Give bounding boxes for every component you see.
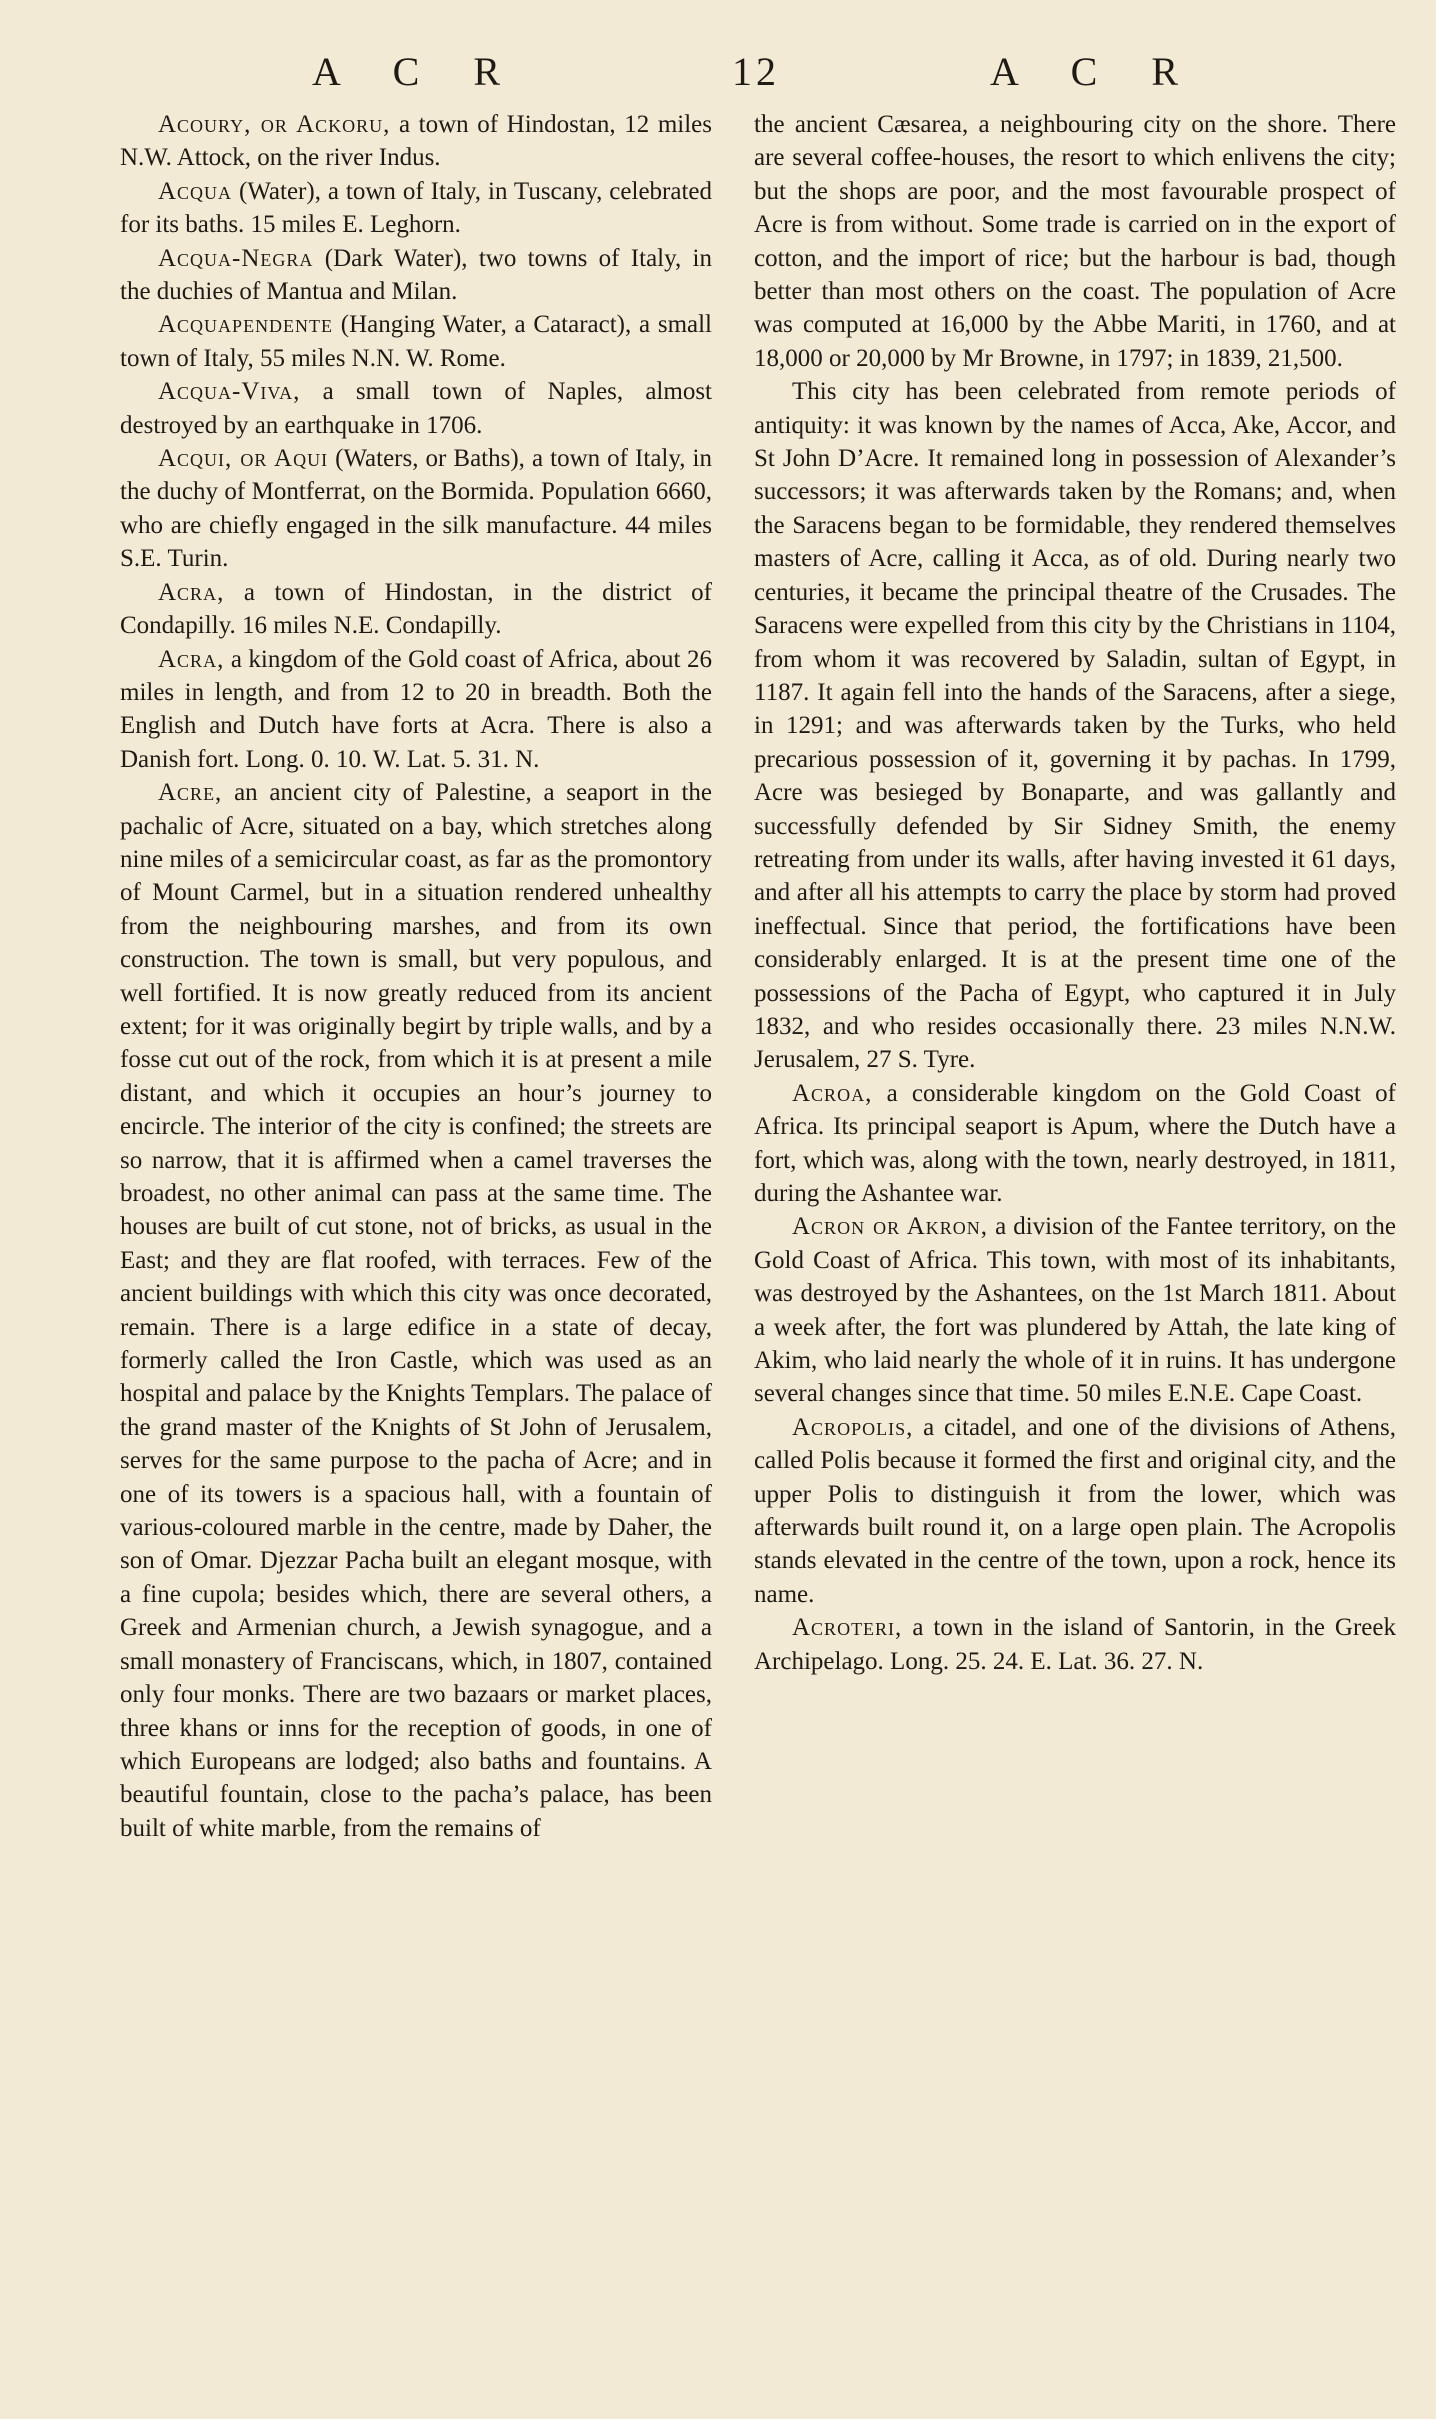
entry-text: the ancient Cæsarea, a neighbouring city on the shore. There are several coffee-houses, the resort to which enlivens the city; but the shops are poor, and the most favourable prospect of Acre is from without. Some trade is carried on in the export of cotton, and the import of rice; but the harbour is bad, though better than most others on the coast. The population of Acre was computed at 16,000 by the Abbe Mariti, in 1760, and at 18,000 or 20,000 by Mr Browne, in 1797; in 1839, 21,500. bbox=[754, 111, 1396, 372]
entry-headword: Acqua bbox=[158, 177, 233, 205]
entry-text: (Hanging Water, a Cataract), a small town of Italy, 55 miles N.N. W. Rome. bbox=[120, 311, 712, 372]
header-right-guide-word: A C R bbox=[990, 49, 1201, 94]
entry-headword: Acropolis, bbox=[792, 1413, 914, 1441]
entry-headword: Acquapendente bbox=[158, 311, 334, 339]
dictionary-entry bbox=[120, 108, 712, 175]
dictionary-entry bbox=[754, 1210, 1396, 1410]
entry-headword: Acqua-Negra bbox=[158, 244, 314, 272]
entry-headword: Acroa, bbox=[792, 1079, 873, 1107]
dictionary-entry bbox=[120, 576, 712, 643]
dictionary-entry bbox=[754, 1411, 1396, 1611]
entry-headword: Acoury, or Ackoru, bbox=[158, 111, 391, 138]
entry-text: a kingdom of the Gold coast of Africa, about 26 miles in length, and from 12 to 20 in breadth. Both the English and Dutch have forts at Acra. There is also a Danish fort. Long. 0. 10. W. Lat. 5. 31. N. bbox=[120, 645, 712, 773]
dictionary-entry bbox=[754, 1611, 1396, 1678]
entry-headword: Acqui, or Aqui bbox=[158, 445, 329, 473]
entry-headword: Acra, bbox=[158, 578, 225, 606]
entry-text: a considerable kingdom on the Gold Coast of Africa. Its principal seaport is Apum, where the Dutch have a fort, which was, along with the town, nearly destroyed, in 1811, during the Ashantee war. bbox=[754, 1079, 1396, 1207]
dictionary-entry bbox=[754, 1077, 1396, 1211]
dictionary-entry bbox=[120, 175, 712, 242]
left-column bbox=[120, 108, 712, 1845]
entry-text: a division of the Fantee territory, on the Gold Coast of Africa. This town, with most of its inhabitants, was destroyed by the Ashantees, on the 1st March 1811. About a week after, the fort was plundered by Attah, the late king of Akim, who laid nearly the whole of it in ruins. It has undergone several changes since that time. 50 miles E.N.E. Cape Coast. bbox=[754, 1213, 1396, 1408]
entry-headword: Acra, bbox=[158, 645, 225, 673]
dictionary-entry bbox=[120, 442, 712, 576]
dictionary-entry bbox=[120, 242, 712, 309]
page-number: 12 bbox=[732, 49, 780, 94]
entry-headword: Acroteri, bbox=[792, 1614, 903, 1642]
entry-text: a town of Hindostan, 12 miles N.W. Attock, on the river Indus. bbox=[120, 111, 712, 172]
running-header bbox=[120, 48, 1400, 98]
dictionary-entry bbox=[754, 375, 1396, 1077]
dictionary-entry bbox=[120, 375, 712, 442]
dictionary-entry bbox=[120, 308, 712, 375]
entry-text: (Waters, or Baths), a town of Italy, in the duchy of Montferrat, on the Bormida. Population 6660, who are chiefly engaged in the silk manufacture. 44 miles S.E. Turin. bbox=[120, 445, 712, 573]
entry-text: (Dark Water), two towns of Italy, in the duchies of Mantua and Milan. bbox=[120, 244, 712, 306]
entry-text: This city has been celebrated from remote periods of antiquity: it was known by the names of Acca, Ake, Accor, and St John D’Acre. It remained long in possession of Alexander’s successors; it was afterwards taken by the Romans; and, when the Saracens began to be formidable, they rendered themselves masters of Acre, calling it Acca, as of old. During nearly two centuries, it became the principal theatre of the Crusades. The Saracens were expelled from this city by the Christians in 1104, from whom it was recovered by Saladin, sultan of Egypt, in 1187. It again fell into the hands of the Saracens, after a siege, in 1291; and was afterwards taken by the Turks, who held precarious possession of it, governing it by pachas. In 1799, Acre was besieged by Bonaparte, and was gallantly and successfully defended by Sir Sidney Smith, the enemy retreating from under its walls, after having invested it 61 days, and after all his attempts to carry the place by storm had proved ineffectual. Since that period, the fortifications have been considerably enlarged. It is at the present time one of the possessions of the Pacha of Egypt, who captured it in July 1832, and who resides occasionally there. 23 miles N.N.W. Jerusalem, 27 S. Tyre. bbox=[754, 378, 1396, 1074]
entry-text: an ancient city of Palestine, a seaport in the pachalic of Acre, situated on a bay, which stretches along nine miles of a semicircular coast, as far as the promontory of Mount Carmel, but in a situation rendered unhealthy from the neighbouring marshes, and from its own construction. The town is small, but very populous, and well fortified. It is now greatly reduced from its ancient extent; for it was originally begirt by triple walls, and by a fosse cut out of the rock, from which it is at present a mile distant, and which it occupies an hour’s journey to encircle. The interior of the city is confined; the streets are so narrow, that it is affirmed when a camel traverses the broadest, no other animal can pass at the same time. The houses are built of cut stone, not of bricks, as usual in the East; and they are flat roofed, with terraces. Few of the ancient buildings with which this city was once decorated, remain. There is a large edifice in a state of decay, formerly called the Iron Castle, which was used as an hospital and palace by the Knights Templars. The palace of the grand master of the Knights of St John of Jerusalem, serves for the same purpose to the pacha of Acre; and in one of its towers is a spacious hall, with a fountain of various-coloured marble in the centre, made by Daher, the son of Omar. Djezzar Pacha built an elegant mosque, with a fine cupola; besides which, there are several others, a Greek and Armenian church, a Jewish synagogue, and a small monastery of Franciscans, which, in 1807, contained only four monks. There are two bazaars or market places, three khans or inns for the reception of goods, in one of which Europeans are lodged; also baths and fountains. A beautiful fountain, close to the pacha’s palace, has been built of white marble, from the remains of bbox=[120, 779, 712, 1842]
entry-headword: Acron or Akron, bbox=[792, 1213, 989, 1241]
entry-text: a town in the island of Santorin, in the Greek Archipelago. Long. 25. 24. E. Lat. 36. 27. N. bbox=[754, 1614, 1396, 1675]
entry-text: a citadel, and one of the divisions of Athens, called Polis because it formed the first and original city, and the upper Polis to distinguish it from the lower, which was afterwards built round it, on a large open plain. The Acropolis stands elevated in the centre of the town, upon a rock, hence its name. bbox=[754, 1413, 1396, 1608]
dictionary-entry bbox=[120, 776, 712, 1845]
entry-headword: Acre, bbox=[158, 779, 223, 807]
entry-headword: Acqua-Viva, bbox=[158, 378, 301, 406]
entry-text: (Water), a town of Italy, in Tuscany, celebrated for its baths. 15 miles E. Leghorn. bbox=[120, 177, 712, 239]
header-left-guide-word: A C R bbox=[312, 49, 523, 94]
dictionary-entry bbox=[120, 643, 712, 777]
dictionary-entry bbox=[754, 108, 1396, 375]
entry-text: a town of Hindostan, in the district of Condapilly. 16 miles N.E. Condapilly. bbox=[120, 578, 712, 640]
right-column bbox=[754, 108, 1396, 1678]
entry-text: a small town of Naples, almost destroyed by an earthquake in 1706. bbox=[120, 378, 712, 439]
